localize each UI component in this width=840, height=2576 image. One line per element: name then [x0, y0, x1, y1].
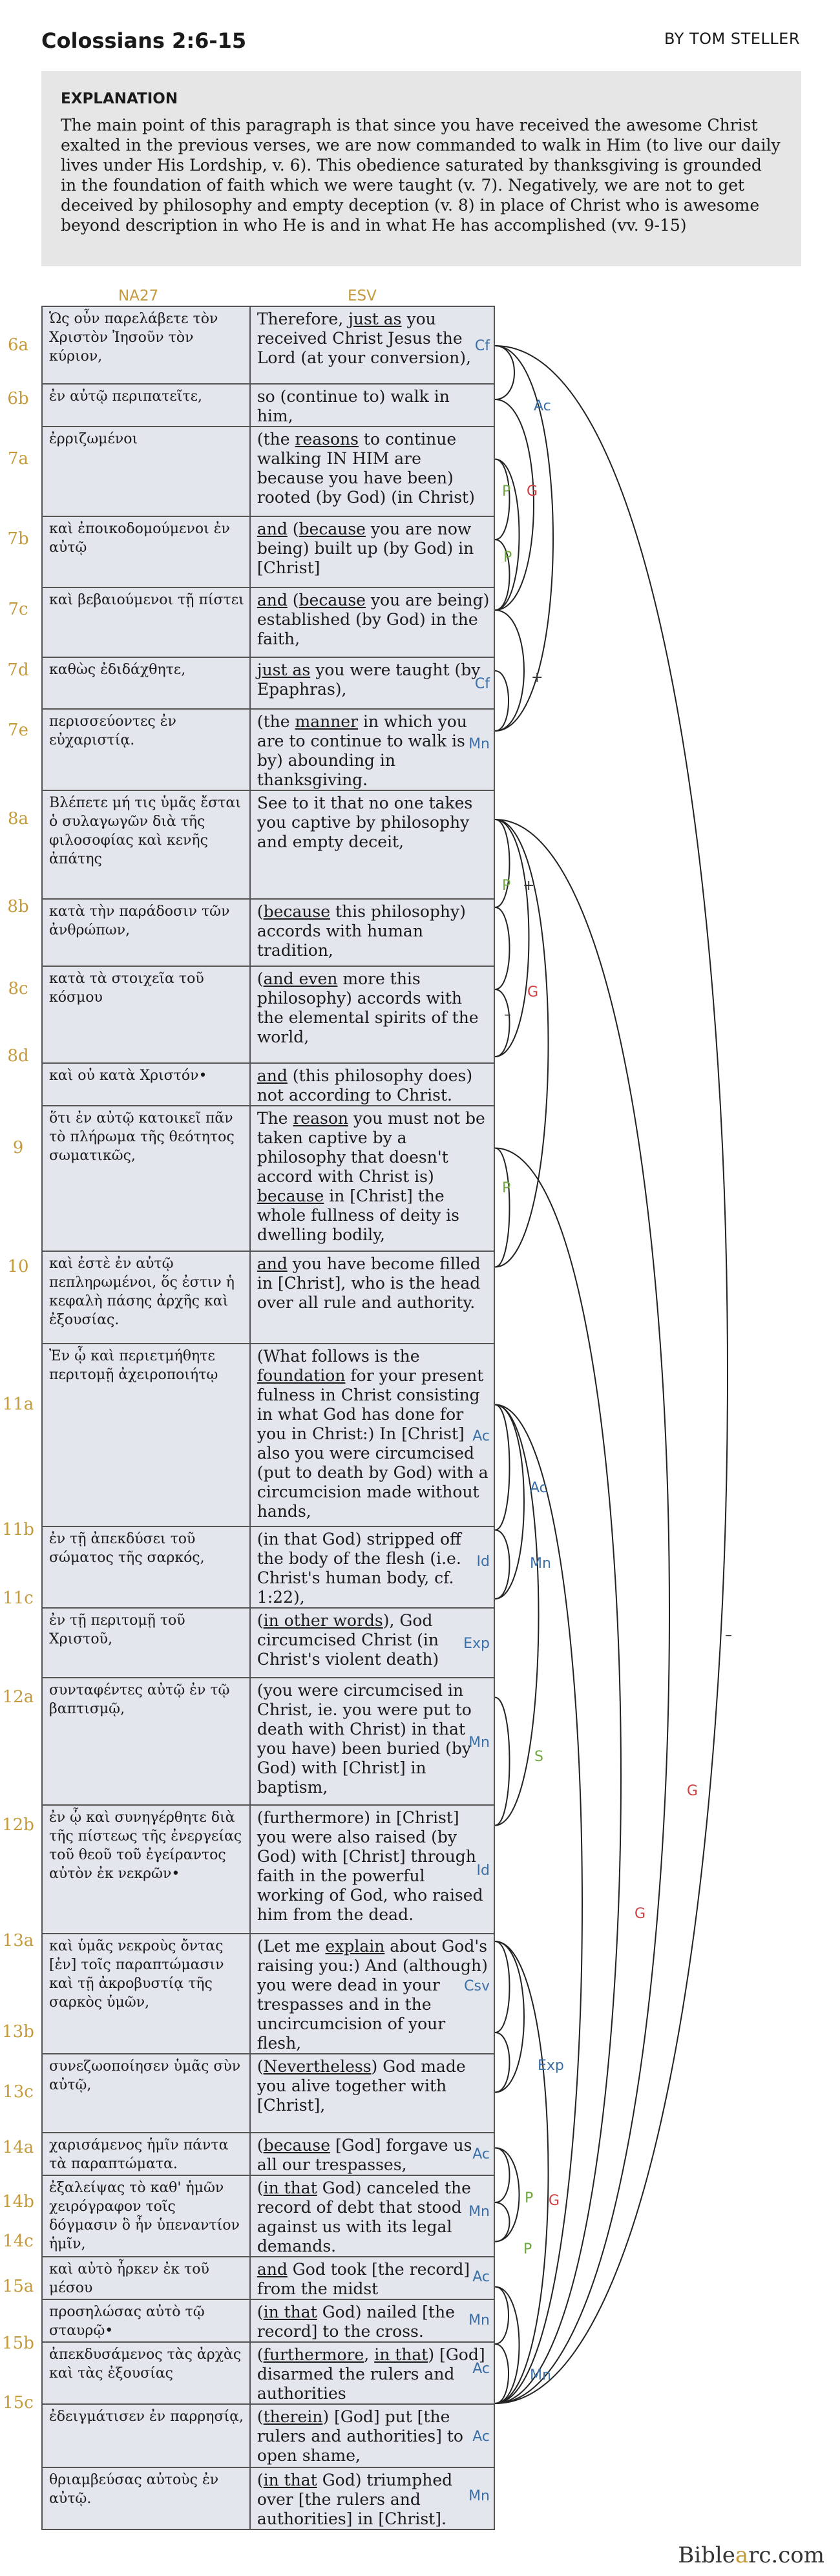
- arc-line: [495, 2148, 520, 2242]
- verse-number: 15a: [2, 2276, 34, 2296]
- greek-text: προσηλώσας αὐτὸ τῷ σταυρῷ•: [42, 2299, 250, 2342]
- greek-text: ἐρριζωμένοι: [42, 427, 250, 516]
- english-text: Therefore, just as you received Christ Jesus the Lord (at your conversion), Cf: [250, 306, 494, 384]
- english-text: and you have become filled in [Christ], who is the head over all rule and authority.: [250, 1251, 494, 1344]
- greek-text: κατὰ τὰ στοιχεῖα τοῦ κόσμου: [42, 966, 250, 1063]
- english-text: (because this philosophy) accords with human tradition,: [250, 899, 494, 966]
- greek-text: Ἐν ᾧ καὶ περιετμήθητε περιτομῇ ἀχειροποιήτῳ: [42, 1344, 250, 1526]
- greek-text: θριαμβεύσας αὐτοὺς ἐν αὐτῷ.: [42, 2467, 250, 2529]
- arc-label: –: [725, 1627, 732, 1643]
- english-text: (Nevertheless) God made you alive together with [Christ],: [250, 2054, 494, 2133]
- arc-line: [495, 1941, 549, 2403]
- verse-number: 15c: [3, 2393, 34, 2412]
- greek-text: καὶ αὐτὸ ἦρκεν ἐκ τοῦ μέσου: [42, 2257, 250, 2299]
- arc-label: P: [502, 878, 511, 894]
- greek-text: χαρισάμενος ἡμῖν πάντα τὰ παραπτώματα.: [42, 2133, 250, 2175]
- relation-tag: Exp: [463, 1636, 490, 1652]
- verse-number: 6a: [7, 335, 29, 355]
- arc-label: Mn: [530, 1556, 551, 1572]
- arc-label: Ac: [534, 398, 551, 414]
- arc-label: Ac: [530, 1480, 547, 1496]
- relation-tag: Id: [476, 1862, 490, 1879]
- relation-tag: Id: [476, 1553, 490, 1570]
- arc-line: [495, 346, 728, 2403]
- relation-tag: Cf: [474, 338, 490, 354]
- english-text: and (because you are now being) built up (by God) in [Christ]: [250, 516, 494, 587]
- relation-tag: Mn: [468, 2203, 490, 2220]
- relation-tag: Ac: [472, 2360, 490, 2377]
- greek-text: ἐν τῇ περιτομῇ τοῦ Χριστοῦ,: [42, 1608, 250, 1678]
- greek-text: Βλέπετε μή τις ὑμᾶς ἔσται ὁ συλαγωγῶν διὰ τῆς φιλοσοφίας καὶ κενῆς ἀπάτης: [42, 790, 250, 899]
- greek-text: ἐν ᾧ καὶ συνηγέρθητε διὰ τῆς πίστεως τῆς ἐνεργείας τοῦ θεοῦ τοῦ ἐγείραντος αὐτὸν ἐκ νεκρῶν•: [42, 1805, 250, 1934]
- arc-label: +: [531, 670, 543, 686]
- verse-number: 12a: [2, 1687, 34, 1707]
- arc-line: [495, 671, 509, 731]
- english-text: (in that God) canceled the record of debt that stood against us with its legal demands. Mn: [250, 2175, 494, 2257]
- biblearc-logo: Biblearc.com: [678, 2542, 824, 2568]
- english-text: and God took [the record] from the midst Ac: [250, 2257, 494, 2299]
- english-text: just as you were taught (by Epaphras), Cf: [250, 657, 494, 709]
- greek-text: κατὰ τὴν παράδοσιν τῶν ἀνθρώπων,: [42, 899, 250, 966]
- arc-line: [495, 1148, 621, 2404]
- verse-number: 14a: [2, 2137, 34, 2157]
- english-column-header: ESV: [348, 288, 377, 304]
- relation-tag: Mn: [468, 2488, 490, 2504]
- greek-text: ἐν αὐτῷ περιπατεῖτε,: [42, 384, 250, 427]
- arc-line: [495, 1530, 510, 1599]
- greek-text: καὶ ἐστὲ ἐν αὐτῷ πεπληρωμένοι, ὅς ἐστιν ἡ κεφαλὴ πάσης ἀρχῆς καὶ ἐξουσίας.: [42, 1251, 250, 1344]
- verse-number: 11c: [3, 1589, 34, 1608]
- arc-label: P: [525, 2190, 534, 2206]
- verse-number: 15b: [2, 2334, 34, 2353]
- arc-label: Exp: [538, 2058, 564, 2074]
- arc-line: [495, 1405, 510, 1530]
- verse-number: 13a: [2, 1931, 34, 1950]
- arc-label: P: [523, 2241, 532, 2257]
- greek-text: ἐν τῇ ἀπεκδύσει τοῦ σώματος τῆς σαρκός,: [42, 1526, 250, 1608]
- verse-number: 7c: [8, 600, 28, 619]
- greek-column-header: NA27: [118, 288, 159, 304]
- greek-text: καὶ ἐποικοδομούμενοι ἐν αὐτῷ: [42, 516, 250, 587]
- page-title: Colossians 2:6-15: [41, 28, 247, 53]
- arc-label: G: [527, 483, 538, 500]
- english-text: (Let me explain about God's raising you:) And (although) you were dead in your trespasses and in the uncircumcision of your flesh, Csv: [250, 1934, 494, 2054]
- english-text: (in that God) nailed [the record] to the cross. Mn: [250, 2299, 494, 2342]
- english-text: (What follows is the foundation for your present fulness in Christ consisting in what God has done for you in Christ:) In [Christ] also you were circumcised (put to death by God) with a circumcision made without hands, Ac: [250, 1344, 494, 1526]
- verse-number: 13b: [2, 2022, 34, 2042]
- greek-text: καθὼς ἐδιδάχθητε,: [42, 657, 250, 709]
- arc-line: [495, 399, 534, 610]
- arc-line: [495, 2344, 509, 2403]
- arc-line: [495, 1405, 539, 1826]
- explanation-text: The main point of this paragraph is that since you have received the awesome Christ exalted in the previous verses, we are now commanded to walk in Him (to live our daily lives under His Lordship, v. 6). This obedience saturated by thanksgiving is grounded in the foundation of faith which we were taught (v. 7). Negatively, we are not to get deceived by philosophy and empty deception (v. 8) in place of Christ who is awesome beyond description in who He is and in what He has accomplished (vv. 9-15): [61, 116, 781, 235]
- verse-number: 7d: [7, 660, 29, 680]
- arc-label: G: [687, 1783, 698, 1799]
- verse-number: 10: [7, 1256, 29, 1276]
- verse-number: 14c: [3, 2231, 34, 2251]
- arc-line: [495, 1148, 510, 1267]
- arc-line: [495, 459, 520, 611]
- verse-number: 13c: [3, 2082, 34, 2102]
- explanation-heading: EXPLANATION: [61, 90, 178, 107]
- verse-number: 6b: [7, 389, 29, 408]
- arc-line: [495, 907, 510, 989]
- arc-label: G: [549, 2193, 560, 2209]
- arc-label: P: [502, 483, 511, 500]
- greek-text: καὶ βεβαιούμενοι τῇ πίστει: [42, 587, 250, 657]
- english-text: (therein) [God] put [the rulers and authorities] to open shame, Ac: [250, 2404, 494, 2467]
- greek-text: ὅτι ἐν αὐτῷ κατοικεῖ πᾶν τὸ πλήρωμα τῆς θεότητος σωματικῶς,: [42, 1106, 250, 1251]
- verse-number: 12b: [2, 1815, 34, 1835]
- arc-line: [495, 2032, 510, 2093]
- verse-number: 8d: [7, 1046, 29, 1066]
- english-text: The reason you must not be taken captive by a philosophy that doesn't accord with Christ is) because in [Christ] the whole fullness of deity is dwelling bodily,: [250, 1106, 494, 1251]
- english-text: (the reasons to continue walking IN HIM are because you have been) rooted (by God) (in Christ): [250, 427, 494, 516]
- arc-label: S: [534, 1749, 543, 1765]
- arc-label: P: [503, 549, 512, 565]
- arc-line: [495, 989, 510, 1057]
- greek-text: καὶ ὑμᾶς νεκροὺς ὄντας [ἐν] τοῖς παραπτώμασιν καὶ τῇ ἀκροβυστίᾳ τῆς σαρκὸς ὑμῶν,: [42, 1934, 250, 2054]
- arc-line: [495, 819, 510, 907]
- arc-line: [495, 1405, 582, 2404]
- verse-number: 14b: [2, 2192, 34, 2212]
- arc-label: Mn: [530, 2367, 551, 2383]
- verse-number: 11a: [2, 1394, 34, 1414]
- arc-line: [495, 819, 669, 2403]
- verse-number: 9: [12, 1137, 24, 1157]
- english-text: (the manner in which you are to continue to walk is by) abounding in thanksgiving. Mn: [250, 709, 494, 790]
- relation-tag: Ac: [472, 1428, 490, 1444]
- arc-line: [495, 819, 529, 1057]
- arc-line: [495, 610, 524, 731]
- english-text: (furthermore, in that) [God] disarmed the rulers and authorities Ac: [250, 2342, 494, 2404]
- relation-tag: Mn: [468, 1734, 490, 1751]
- arc-label: G: [635, 1906, 646, 1922]
- greek-text: συνεζωοποίησεν ὑμᾶς σὺν αὐτῷ,: [42, 2054, 250, 2133]
- relation-tag: Ac: [472, 2429, 490, 2445]
- english-text: See to it that no one takes you captive by philosophy and empty deceit,: [250, 790, 494, 899]
- english-text: (you were circumcised in Christ, ie. you were put to death with Christ) in that you have) been buried (by God) with [Christ] in baptism, Mn: [250, 1678, 494, 1805]
- relation-tag: Ac: [472, 2146, 490, 2162]
- verse-number: 8a: [7, 809, 29, 829]
- english-text: (in other words), God circumcised Christ (in Christ's violent death) Exp: [250, 1608, 494, 1678]
- english-text: and (this philosophy does) not according to Christ.: [250, 1063, 494, 1106]
- arc-line: [495, 1941, 510, 2032]
- verse-number: 7b: [7, 529, 29, 549]
- relation-tag: Mn: [468, 736, 490, 752]
- relation-tag: Csv: [464, 1978, 490, 1994]
- english-text: (furthermore) in [Christ] you were also raised (by God) with [Christ] through faith in the powerful working of God, who raised him from the dead. Id: [250, 1805, 494, 1934]
- greek-text: ἀπεκδυσάμενος τὰς ἀρχὰς καὶ τὰς ἐξουσίας: [42, 2342, 250, 2404]
- verse-number: 7e: [8, 721, 28, 740]
- arc-label: +: [523, 878, 535, 894]
- arc-label: P: [502, 1180, 511, 1196]
- verse-number: 8b: [7, 897, 29, 916]
- greek-text: συνταφέντες αὐτῷ ἐν τῷ βαπτισμῷ,: [42, 1678, 250, 1805]
- english-text: (and even more this philosophy) accords with the elemental spirits of the world,: [250, 966, 494, 1063]
- relation-tag: Cf: [474, 676, 490, 692]
- greek-text: καὶ οὐ κατὰ Χριστόν•: [42, 1063, 250, 1106]
- arc-label: G: [527, 984, 539, 1000]
- verse-number: 7a: [7, 449, 29, 469]
- verse-number: 11b: [2, 1519, 34, 1539]
- relation-tag: Ac: [472, 2269, 490, 2285]
- relation-tag: Mn: [468, 2312, 490, 2328]
- arc-line: [495, 1698, 510, 1826]
- author-byline: BY TOM STELLER: [664, 30, 800, 48]
- verse-number: 8c: [8, 979, 28, 998]
- greek-text: ἐξαλείψας τὸ καθ' ἡμῶν χειρόγραφον τοῖς δόγμασιν ὃ ἦν ὑπεναντίον ἡμῖν,: [42, 2175, 250, 2257]
- english-text: (in that God) triumphed over [the rulers and authorities] in [Christ]. Mn: [250, 2467, 494, 2529]
- arc-line: [495, 2148, 510, 2203]
- arc-line: [495, 346, 514, 399]
- arc-label: –: [504, 1007, 511, 1023]
- english-text: (in that God) stripped off the body of the flesh (i.e. Christ's human body, cf. 1:22), Id: [250, 1526, 494, 1608]
- english-text: and (because you are being) established (by God) in the faith,: [250, 587, 494, 657]
- greek-text: ἐδειγμάτισεν ἐν παρρησίᾳ,: [42, 2404, 250, 2467]
- greek-text: περισσεύοντες ἐν εὐχαριστίᾳ.: [42, 709, 250, 790]
- greek-text: Ὡς οὖν παρελάβετε τὸν Χριστὸν Ἰησοῦν τὸν κύριον,: [42, 306, 250, 384]
- english-text: (because [God] forgave us all our trespasses, Ac: [250, 2133, 494, 2175]
- english-text: so (continue to) walk in him,: [250, 384, 494, 427]
- arc-line: [495, 2287, 509, 2345]
